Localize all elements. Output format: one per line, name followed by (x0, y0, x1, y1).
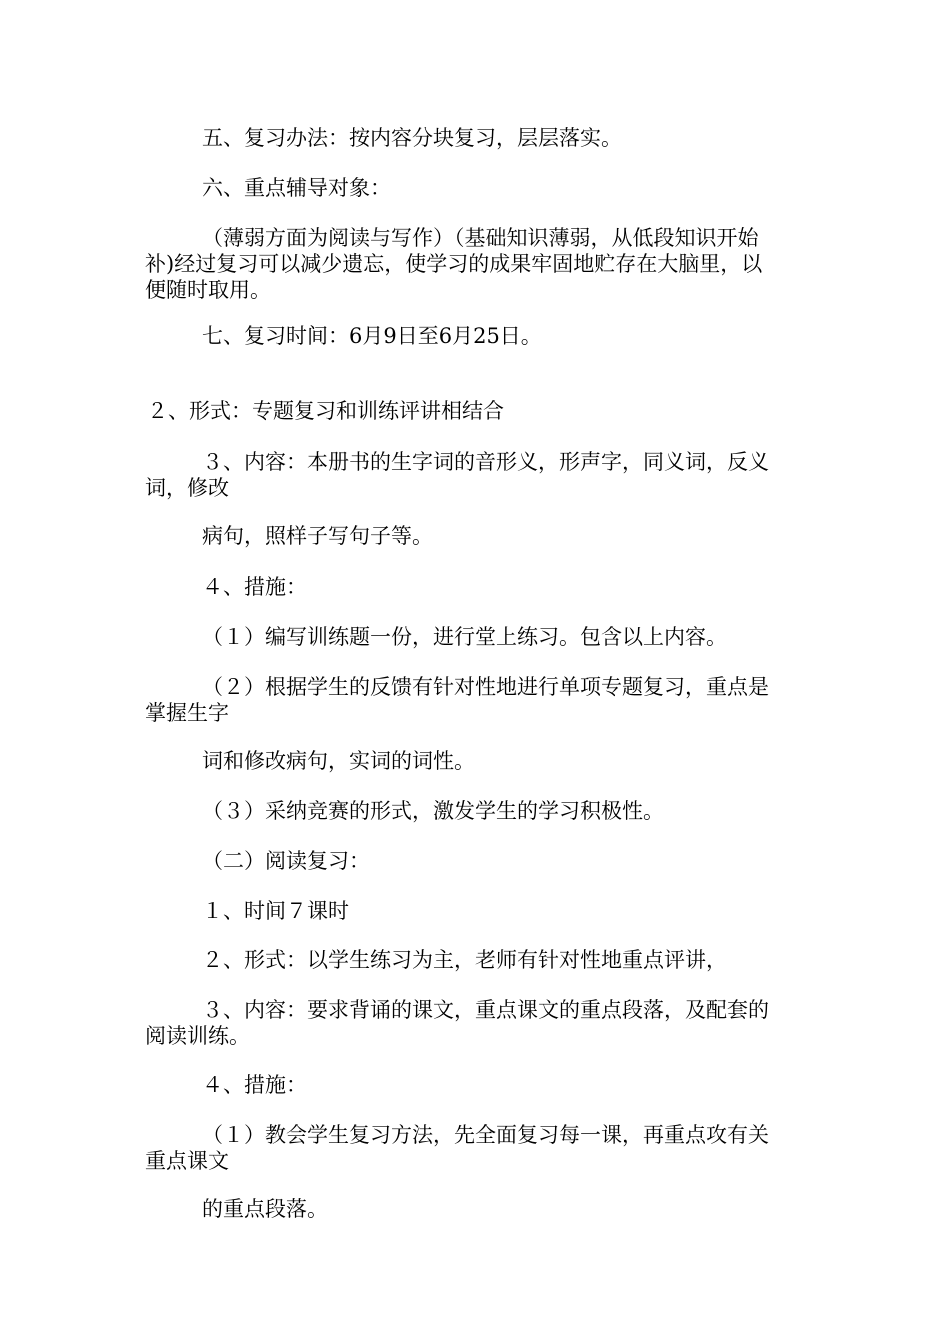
text-line: １、时间７课时 (202, 899, 349, 923)
paragraph-content-1-continued (145, 523, 810, 549)
paragraph-measures-2 (145, 1072, 810, 1098)
paragraph-content-1 (145, 449, 810, 501)
paragraph-measure-1-1 (145, 624, 810, 650)
paragraph-review-method (145, 125, 810, 151)
paragraph-measure-2-1 (145, 1122, 810, 1174)
text-line: （１）教会学生复习方法，先全面复习每一课，再重点攻有关 (202, 1123, 769, 1147)
text-line: ２、形式：专题复习和训练评讲相结合 (147, 399, 504, 423)
text-line: 词和修改病句，实词的词性。 (202, 749, 475, 773)
text-line: （二）阅读复习： (202, 849, 370, 873)
text-line: ２、形式：以学生练习为主，老师有针对性地重点评讲， (202, 948, 727, 972)
paragraph-key-tutoring-targets (145, 175, 810, 201)
paragraph-form-2 (145, 947, 810, 973)
text-line: （薄弱方面为阅读与写作）（基础知识薄弱，从低段知识开始 (202, 226, 759, 250)
text-line: （３）采纳竞赛的形式，激发学生的学习积极性。 (202, 799, 664, 823)
text-line: （１）编写训练题一份，进行堂上练习。包含以上内容。 (202, 625, 727, 649)
text-line: （２）根据学生的反馈有针对性地进行单项专题复习，重点是 (202, 675, 769, 699)
paragraph-content-2 (145, 997, 810, 1049)
text-line: 掌握生字 (145, 701, 229, 725)
text-line: 重点课文 (145, 1149, 229, 1173)
paragraph-review-time (145, 323, 810, 349)
paragraph-measure-2-1-continued (145, 1196, 810, 1222)
paragraph-measure-1-3 (145, 798, 810, 824)
text-line: 便随时取用。 (145, 278, 271, 302)
text-line: ４、措施： (202, 575, 307, 599)
text-line: ４、措施： (202, 1073, 307, 1097)
paragraph-form-1 (145, 398, 810, 424)
text-line: 词，修改 (145, 476, 229, 500)
paragraph-reading-review-heading (145, 848, 810, 874)
text-line: 六、重点辅导对象： (202, 176, 391, 200)
text-line: 阅读训练。 (145, 1024, 250, 1048)
text-line: 补)经过复习可以减少遗忘，使学习的成果牢固地贮存在大脑里，以 (145, 252, 763, 276)
text-line: 五、复习办法：按内容分块复习，层层落实。 (202, 126, 622, 150)
text-line: 的重点段落。 (202, 1197, 328, 1221)
paragraph-measure-1-2 (145, 674, 810, 726)
paragraph-time-2 (145, 898, 810, 924)
text-line: ３、内容：本册书的生字词的音形义，形声字，同义词，反义 (202, 450, 769, 474)
text-line: 病句，照样子写句子等。 (202, 524, 433, 548)
text-line: ３、内容：要求背诵的课文，重点课文的重点段落，及配套的 (202, 998, 769, 1022)
paragraph-weak-areas (145, 225, 810, 303)
paragraph-measures-1 (145, 574, 810, 600)
paragraph-measure-1-2-continued (145, 748, 810, 774)
text-line: 七、复习时间：6月9日至6月25日。 (202, 324, 542, 348)
